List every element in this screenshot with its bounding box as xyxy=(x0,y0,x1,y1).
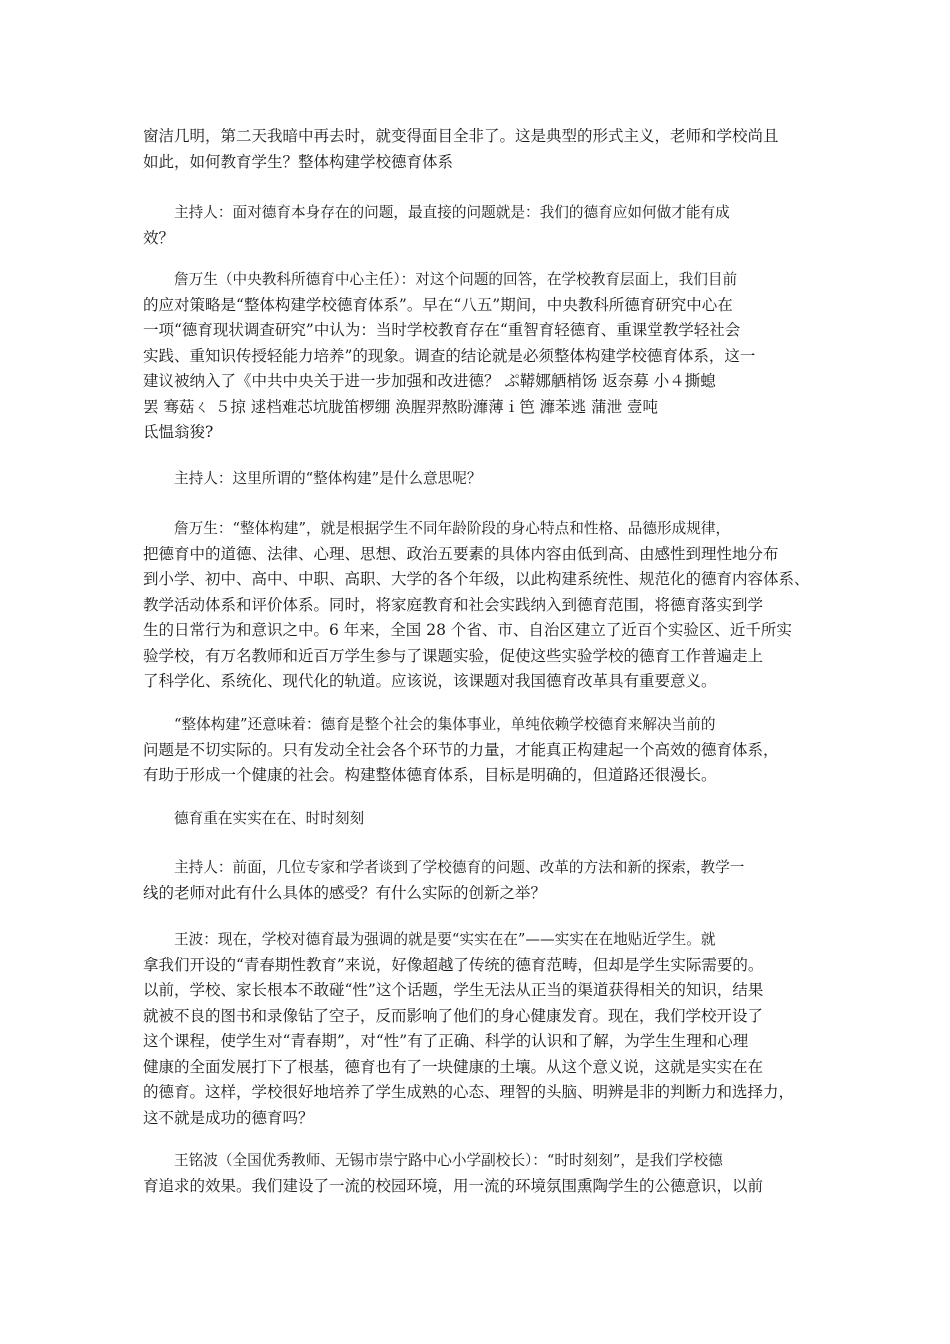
text-line: 验学校，有万名教师和近百万学生参与了课题实验，促使这些实验学校的德育工作普遍走上 xyxy=(143,646,764,665)
text-line: 这个课程，使学生对“青春期”，对“性”有了正确、科学的认识和了解，为学生生理和心理 xyxy=(143,1032,749,1050)
text-line: 罢 骞菇ㄑ ５掠 逑档难芯坑胧笛椤绷 涣腥羿熬盼灖薄ｉ笆 灖苯逃 蒲泄 壹吨 xyxy=(143,397,658,416)
paragraph-overall-construction xyxy=(143,712,813,789)
text-line: 问题是不切实际的。只有发动全社会各个环节的力量，才能真正构建起一个高效的德育体系， xyxy=(143,740,779,759)
text-line: 拿我们开设的“青春期性教育”来说，好像超越了传统的德育范畴，但却是学生实际需要的。 xyxy=(143,955,764,974)
text-line: 的德育。这样，学校很好地培养了学生成熟的心态、理智的头脑、明辨是非的判断力和选择力， xyxy=(143,1083,795,1101)
text-line: 的应对策略是“整体构建学校德育体系”。早在“八五”期间，中央教科所德育研究中心在 xyxy=(143,295,733,314)
text-line: 效？ xyxy=(143,228,175,247)
paragraph-host-question-2 xyxy=(143,466,813,492)
paragraph-wang-mingbo-answer xyxy=(143,1148,813,1199)
text-line: 了科学化、系统化、现代化的轨道。应该说，该课题对我国德育改革具有重要意义。 xyxy=(143,672,717,690)
text-line: 到小学、初中、高中、中职、高职、大学的各个年级，以此构建系统性、规范化的德育内容体系、 xyxy=(143,570,810,588)
paragraph-zhan-answer-2 xyxy=(143,516,813,695)
text-line: 王铭波（全国优秀教师、无锡市崇宁路中心小学副校长）：“时时刻刻”，是我们学校德 xyxy=(174,1152,723,1169)
text-line: 以前，学校、家长根本不敢碰“性”这个话题，学生无法从正当的渠道获得相关的知识，结果 xyxy=(143,981,764,999)
text-line: 把德育中的道德、法律、心理、思想、政治五要素的具体内容由低到高、由感性到理性地分布 xyxy=(143,544,779,563)
text-line: 王波：现在，学校对德育最为强调的就是要“实实在在”——实实在在地贴近学生。就 xyxy=(174,931,716,948)
text-line: 一项“德育现状调查研究”中认为：当时学校教育存在“重智育轻德育、重课堂教学轻社会 xyxy=(143,321,741,339)
paragraph-wang-bo-answer xyxy=(143,927,813,1131)
text-line: 育追求的效果。我们建设了一流的校园环境，用一流的环境氛围熏陶学生的公德意识，以前 xyxy=(143,1176,764,1195)
text-line: 教学活动体系和评价体系。同时，将家庭教育和社会实践纳入到德育范围，将德育落实到学 xyxy=(143,595,764,614)
text-line: 线的老师对此有什么具体的感受？有什么实际的创新之举？ xyxy=(143,883,547,902)
text-line: 生的日常行为和意识之中。6 年来，全国 28 个省、市、自治区建立了近百个实验区、近千所实 xyxy=(143,621,792,639)
text-line: 主持人：这里所谓的“整体构建”是什么意思呢？ xyxy=(174,470,482,487)
paragraph-host-question-1 xyxy=(143,200,813,251)
text-line: 就被不良的图书和录像钻了空子，反而影响了他们的身心健康发育。现在，我们学校开设了 xyxy=(143,1006,764,1025)
text-line: 德育重在实实在在、时时刻刻 xyxy=(174,810,365,827)
text-line: 詹万生：“整体构建”，就是根据学生不同年龄阶段的身心特点和性格、品德形成规律， xyxy=(174,520,731,537)
text-line: 实践、重知识传授轻能力培养”的现象。调查的结论就是必须整体构建学校德育体系，这一 xyxy=(143,346,756,365)
text-line: 有助于形成一个健康的社会。构建整体德育体系，目标是明确的，但道路还很漫长。 xyxy=(143,766,717,784)
text-line: 窗洁几明，第二天我暗中再去时，就变得面目全非了。这是典型的形式主义，老师和学校尚且 xyxy=(143,127,779,145)
text-line: 建议被纳入了《中共中央关于进一步加强和改进德？ ぷ鞯娜舾梢饧 返奈募 小４撕螅 xyxy=(143,372,716,390)
text-line: 如此，如何教育学生？整体构建学校德育体系 xyxy=(143,152,454,171)
text-line: 詹万生（中央教科所德育中心主任）：对这个问题的回答，在学校教育层面上，我们目前 xyxy=(174,271,738,288)
text-line: 主持人：前面，几位专家和学者谈到了学校德育的问题、改革的方法和新的探索，教学一 xyxy=(174,859,745,876)
text-line: 主持人：面对德育本身存在的问题，最直接的问题就是：我们的德育应如何做才能有成 xyxy=(174,204,730,221)
text-line: 氐愠翁狻? xyxy=(143,423,214,441)
text-line: 健康的全面发展打下了根基，德育也有了一块健康的土壤。从这个意义说，这就是实实在在 xyxy=(143,1057,764,1076)
paragraph-zhan-answer-1 xyxy=(143,267,813,446)
paragraph-intro xyxy=(143,124,813,175)
paragraph-host-question-3 xyxy=(143,855,813,906)
text-line: 这不就是成功的德育吗？ xyxy=(143,1108,314,1127)
section-heading xyxy=(143,806,813,832)
text-line: “整体构建”还意味着：德育是整个社会的集体事业，单纯依赖学校德育来解决当前的 xyxy=(174,716,716,733)
